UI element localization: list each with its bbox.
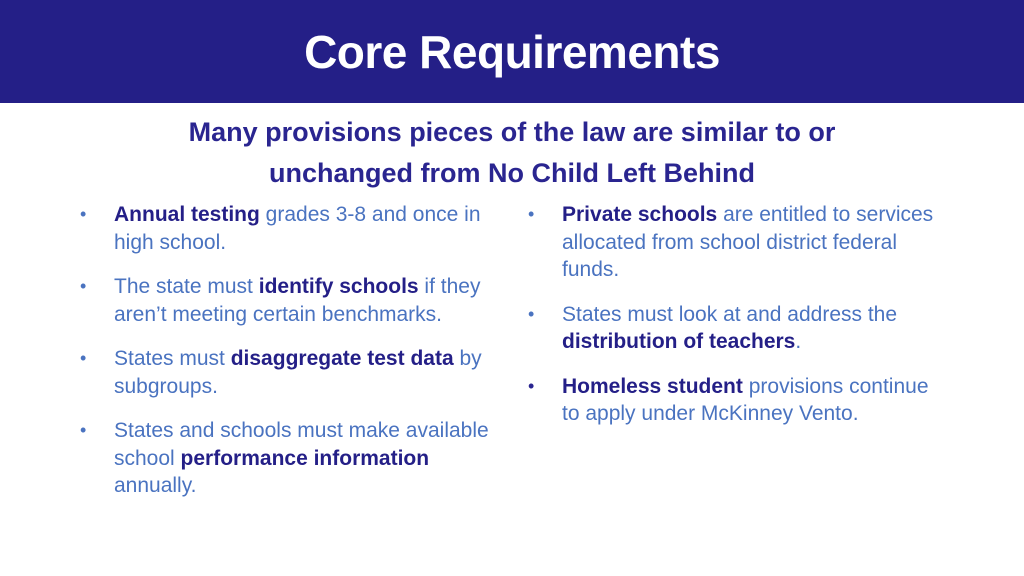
subtitle-line-1: Many provisions pieces of the law are similar to or (188, 117, 836, 147)
bullet-annual-testing (80, 201, 490, 256)
bullet-private-schools (528, 201, 948, 284)
left-bullet-list (80, 201, 490, 517)
bullet-text-post: by subgroups. (114, 347, 482, 398)
bullet-text-pre: States must look at and address the (562, 302, 898, 326)
bullet-marker: • (80, 420, 87, 440)
bullet-emphasis: performance information (180, 446, 430, 470)
subtitle-line-2: unchanged from No Child Left Behind (269, 158, 755, 188)
bullet-marker: • (80, 348, 87, 368)
slide-title: Core Requirements (304, 25, 720, 78)
bullet-emphasis: identify schools (258, 275, 419, 298)
bullet-text-post: annually. (114, 474, 197, 497)
bullet-text-post: are entitled to services allocated from school district federal funds. (562, 203, 934, 281)
bullet-distribution-of-teachers (528, 301, 948, 356)
bullet-marker: • (528, 375, 535, 396)
bullet-text-pre: States and schools must make available school (114, 419, 489, 470)
bullet-emphasis: distribution of teachers (562, 330, 796, 353)
bullet-disaggregate-data (80, 345, 490, 400)
bullet-text-post: grades 3-8 and once in high school. (114, 203, 481, 254)
bullet-marker: • (528, 204, 535, 224)
bullet-text-pre: The state must (114, 275, 259, 298)
bullet-marker: • (80, 204, 87, 224)
slide-subtitle (112, 112, 912, 194)
bullet-emphasis: Homeless student (562, 374, 743, 398)
title-bar (0, 0, 1024, 103)
bullet-marker: • (80, 276, 87, 296)
bullet-emphasis: Private schools (562, 203, 718, 226)
bullet-text-post: provisions continue to apply under McKinney Vento. (562, 374, 929, 425)
bullet-performance-information (80, 417, 490, 500)
bullet-text-post: if they aren’t meeting certain benchmarks. (114, 275, 481, 326)
bullet-text-post: . (795, 330, 802, 353)
bullet-emphasis: disaggregate test data (230, 347, 454, 370)
bullet-marker: • (528, 303, 535, 324)
bullet-identify-schools (80, 273, 490, 328)
bullet-text-pre: States must (114, 347, 231, 370)
bullet-homeless-student (528, 373, 948, 428)
right-bullet-list (528, 201, 948, 445)
bullet-emphasis: Annual testing (114, 203, 260, 226)
